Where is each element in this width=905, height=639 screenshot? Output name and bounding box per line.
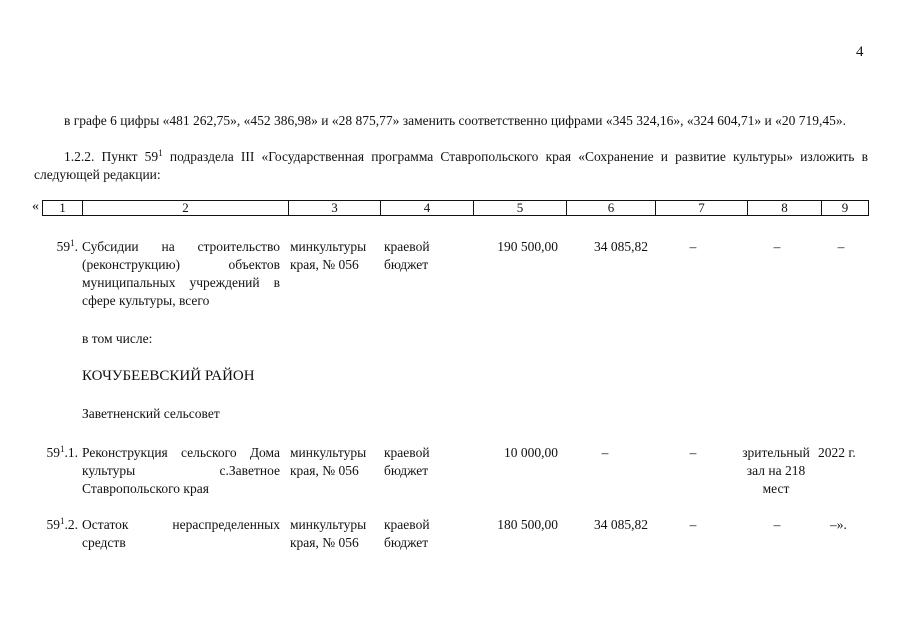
col-header-5: 5 — [474, 201, 567, 216]
row-2-col8: – — [773, 517, 781, 532]
row-2-name: Остаток нераспределенных средств — [82, 517, 280, 550]
row-2-col6: 34 085,82 — [594, 517, 648, 532]
table-header — [32, 200, 868, 216]
row-main-col6: 34 085,82 — [594, 239, 648, 254]
row-1-col7: – — [689, 445, 697, 460]
row-main-code: $59^1$. — [56, 238, 78, 254]
intro-line-2-post: подраздела III «Государственная программа Ставропольского края «Сохранение и развитие культуры» изложить в следующей редакции: — [34, 149, 868, 182]
col-header-1: 1 — [43, 201, 83, 216]
row-2-col9: –». — [830, 517, 847, 532]
row-2-col7: – — [689, 517, 697, 532]
row-1-source: краевой бюджет — [384, 445, 430, 478]
row-2-col5: 180 500,00 — [497, 517, 558, 532]
row-main-col9: – — [837, 239, 845, 254]
row-main-col7: – — [689, 239, 697, 254]
col-header-9: 9 — [822, 201, 869, 216]
intro-line-2-sup: 1 — [158, 148, 163, 158]
col-header-6: 6 — [567, 201, 656, 216]
intro-line-1: в графе 6 цифры «481 262,75», «452 386,98» и «28 875,77» заменить соответственно цифрами «345 324,16», «324 604,71» и «20 719,45». — [64, 113, 846, 128]
row-1-code: $59^1.1$. — [46, 444, 78, 460]
open-quote: « — [32, 199, 39, 214]
row-1-name: Реконструкция сельского Дома культуры с.Заветное Ставропольского края — [82, 445, 280, 496]
col-header-3: 3 — [289, 201, 381, 216]
row-main-col8: – — [773, 239, 781, 254]
row-1-col9: 2022 г. — [818, 445, 856, 460]
row-1-col6: – — [601, 445, 609, 460]
row-2-code: $59^1.2$. — [46, 516, 78, 532]
col-header-7: 7 — [656, 201, 748, 216]
page-number: 4 — [856, 44, 864, 60]
row-1-col8: зрительный зал на 218 мест — [742, 445, 810, 496]
row-main-col5: 190 500,00 — [497, 239, 558, 254]
row-2-source: краевой бюджет — [384, 517, 430, 550]
including-label: в том числе: — [82, 331, 153, 346]
col-header-8: 8 — [748, 201, 822, 216]
intro-line-2-pre: 1.2.2. Пункт 59 — [64, 149, 159, 164]
intro-paragraph-2 — [34, 148, 868, 184]
settlement-label: Заветненский сельсовет — [82, 406, 220, 421]
row-2-executor: минкультуры края, № 056 — [290, 517, 367, 550]
row-main-executor: минкультуры края, № 056 — [290, 239, 367, 272]
col-header-2: 2 — [83, 201, 289, 216]
row-main-name: Субсидии на строительство (реконструкцию) объектов муниципальных учреждений в сфере культуры, всего — [82, 239, 280, 308]
row-1-col5: 10 000,00 — [504, 445, 558, 460]
intro-paragraph-1 — [34, 112, 868, 130]
column-numbers-row — [42, 200, 869, 216]
district-heading: КОЧУБЕЕВСКИЙ РАЙОН — [82, 368, 255, 384]
row-main-source: краевой бюджет — [384, 239, 430, 272]
row-1-executor: минкультуры края, № 056 — [290, 445, 367, 478]
col-header-4: 4 — [381, 201, 474, 216]
